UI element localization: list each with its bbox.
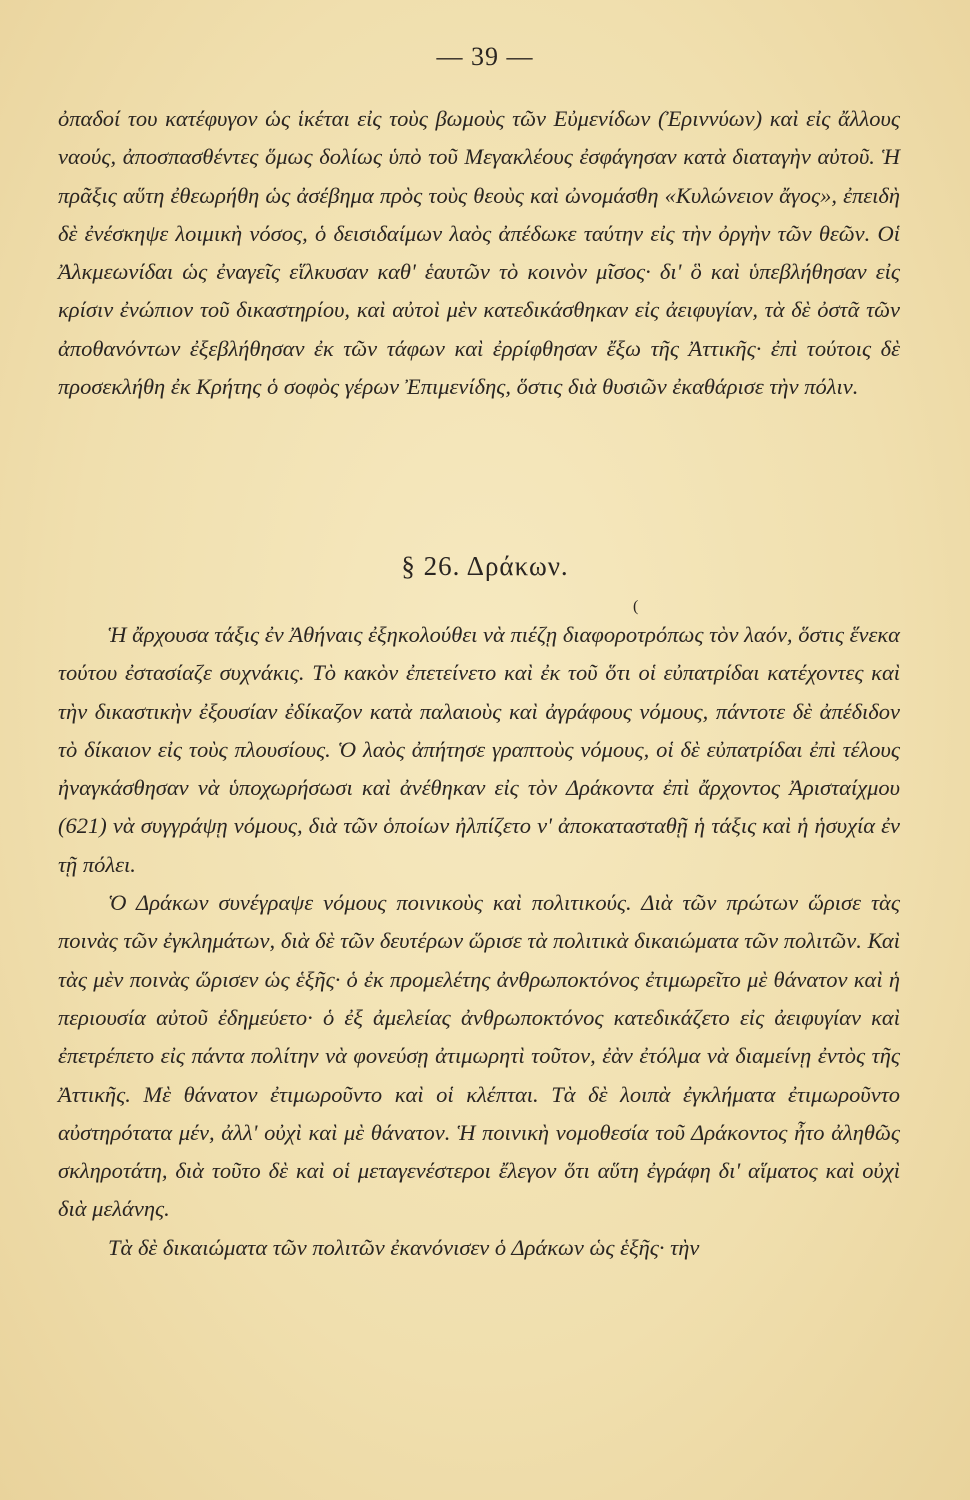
paragraph-citizen-rights: Τὰ δὲ δικαιώματα τῶν πολιτῶν ἐκανόνισεν ὁ Δράκων ὡς ἑξῆς· τὴν — [108, 1234, 700, 1260]
paragraph-draco-laws: Ὁ Δράκων συνέγραψε νόμους ποινικοὺς καὶ πολιτικούς. Διὰ τῶν πρώτων ὥρισε τὰς ποινὰς τῶν ἐγκλημάτων, διὰ δὲ τῶν δευτέρων ὥρισε τὰ πολιτικὰ δικαιώματα τῶν πολιτῶν. Καὶ τὰς μὲν ποινὰς ὥρισεν ὡς ἑξῆς· ὁ ἐκ προμελέτης ἀνθρωποκτόνος ἐτιμωρεῖτο μὲ θάνατον καὶ ἡ περιουσία αὐτοῦ ἐδημεύετο· ὁ ἐξ ἀμελείας ἀνθρωποκτόνος κατεδικάζετο εἰς ἀειφυγίαν καὶ ἐπετρέπετο εἰς πάντα πολίτην νὰ φονεύσῃ ἀτιμωρητὶ τοῦτον, ἐὰν ἐτόλμα νὰ διαμείνῃ ἐντὸς τῆς Ἀττικῆς. Μὲ θάνατον ἐτιμωροῦντο καὶ οἱ κλέπται. Τὰ δὲ λοιπὰ ἐγκλήματα ἐτιμωροῦντο αὐστηρότατα μέν, ἀλλ' οὐχὶ καὶ μὲ θάνατον. Ἡ ποινικὴ νομοθεσία τοῦ Δράκοντος ἦτο ἀληθῶς σκληροτάτη, διὰ τοῦτο δὲ καὶ οἱ μεταγενέστεροι ἔλεγον ὅτι αὕτη ἐγράφη δι' αἵματος καὶ οὐχὶ διὰ μελάνης. — [58, 890, 900, 1222]
text-block-bottom — [58, 616, 900, 1267]
text-block-top — [58, 100, 900, 406]
paragraph-continuation: ὀπαδοί του κατέφυγον ὡς ἱκέται εἰς τοὺς βωμοὺς τῶν Εὐμενίδων (Ἐριννύων) καὶ εἰς ἄλλους ναούς, ἀποσπασθέντες ὅμως δολίως ὑπὸ τοῦ Μεγακλέους ἐσφάγησαν κατὰ διαταγὴν αὐτοῦ. Ἡ πρᾶξις αὕτη ἐθεωρήθη ὡς ἀσέβημα πρὸς τοὺς θεοὺς καὶ ὠνομάσθη «Κυλώνειον ἄγος», ἐπειδὴ δὲ ἐνέσκηψε λοιμικὴ νόσος, ὁ δεισιδαίμων λαὸς ἀπέδωκε ταύτην εἰς τὴν ὀργὴν τῶν θεῶν. Οἱ Ἀλκμεωνίδαι ὡς ἐναγεῖς εἵλκυσαν καθ' ἑαυτῶν τὸ κοινὸν μῖσος· δι' ὃ καὶ ὑπεβλήθησαν εἰς κρίσιν ἐνώπιον τοῦ δικαστηρίου, καὶ αὐτοὶ μὲν κατεδικάσθηκαν εἰς ἀειφυγίαν, τὰ δὲ ὀστᾶ τῶν ἀποθανόντων ἐξεβλήθησαν ἐκ τῶν τάφων καὶ ἐρρίφθησαν ἔξω τῆς Ἀττικῆς· ἐπὶ τούτοις δὲ προσεκλήθη ἐκ Κρήτης ὁ σοφὸς γέρων Ἐπιμενίδης, ὅστις διὰ θυσιῶν ἐκαθάρισε τὴν πόλιν. — [58, 106, 900, 400]
page-number: — 39 — — [436, 42, 534, 71]
paragraph-ruling-class: Ἡ ἄρχουσα τάξις ἐν Ἀθήναις ἐξηκολούθει νὰ πιέζῃ διαφοροτρόπως τὸν λαόν, ὅστις ἕνεκα τούτου ἐστασίαζε συχνάκις. Τὸ κακὸν ἐπετείνετο καὶ ἐκ τοῦ ὅτι οἱ εὐπατρίδαι κατέχοντες καὶ τὴν δικαστικὴν ἐξουσίαν ἐδίκαζον κατὰ παλαιοὺς καὶ ἀγράφους νόμους, πάντοτε δὲ ἀπέδιδον τὸ δίκαιον εἰς τοὺς πλουσίους. Ὁ λαὸς ἀπήτησε γραπτοὺς νόμους, οἱ δὲ εὐπατρίδαι ἐπὶ τέλους ἠναγκάσθησαν νὰ ὑποχωρήσωσι καὶ ἀνέθηκαν εἰς τὸν Δράκοντα ἐπὶ ἄρχοντος Ἀρισταίχμου (621) νὰ συγγράψῃ νόμους, διὰ τῶν ὁποίων ἠλπίζετο ν' ἀποκατασταθῇ ἡ τάξις καὶ ἡ ἡσυχία ἐν τῇ πόλει. — [58, 622, 900, 877]
stray-ink-mark: ( — [633, 598, 639, 615]
section-heading: § 26. Δράκων. — [401, 551, 569, 581]
